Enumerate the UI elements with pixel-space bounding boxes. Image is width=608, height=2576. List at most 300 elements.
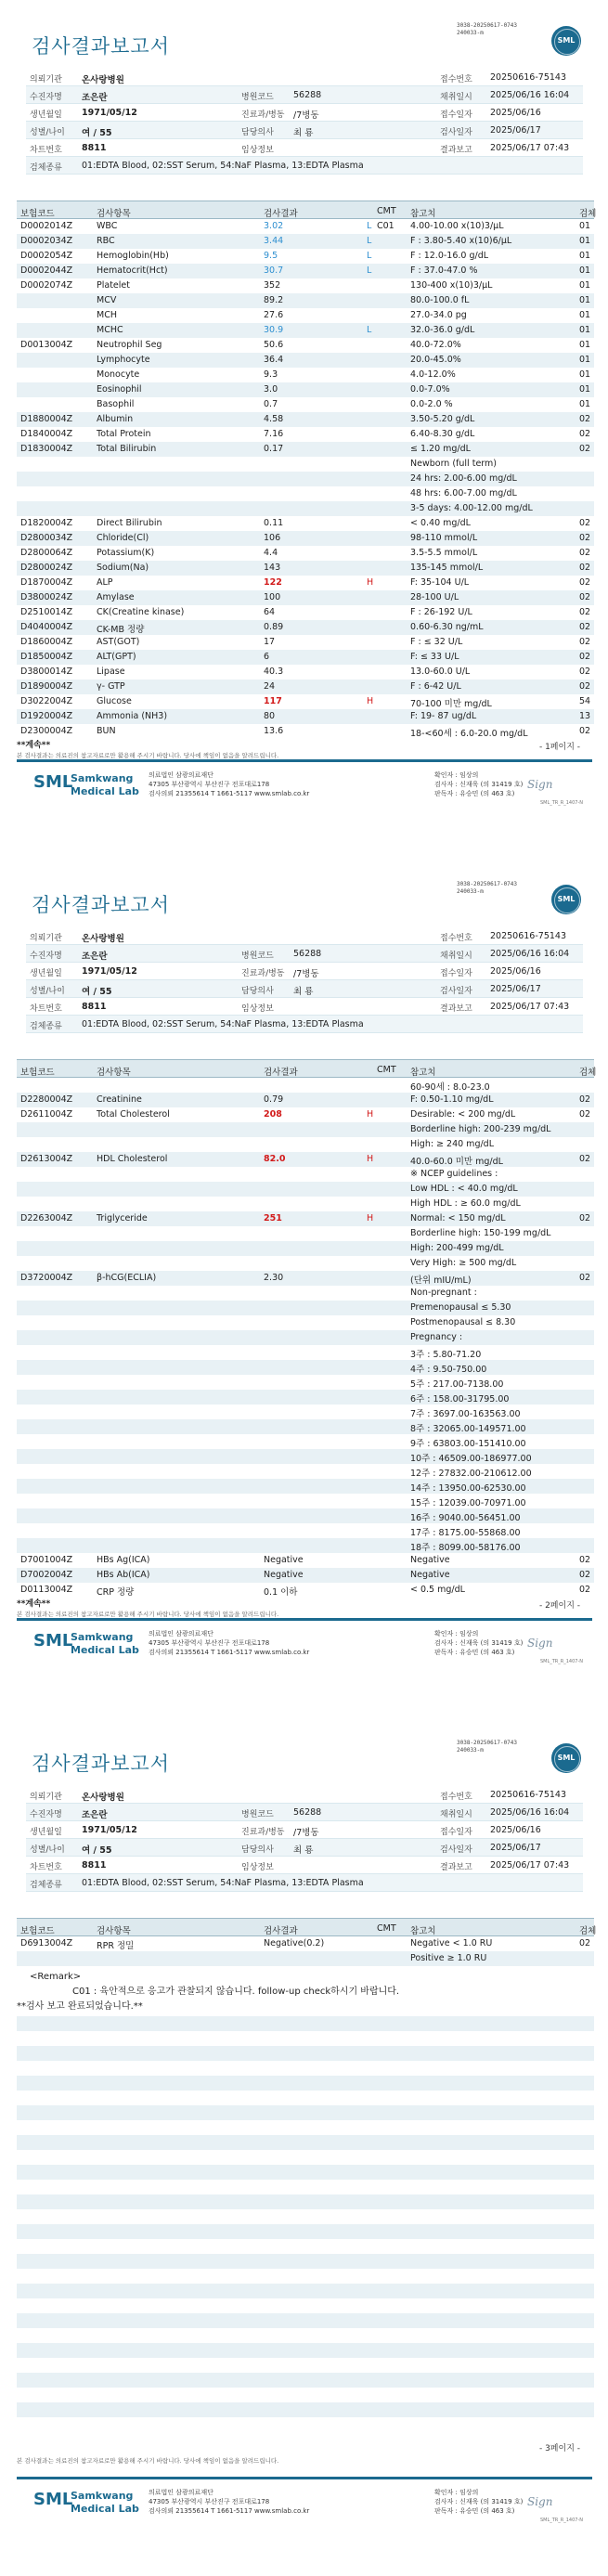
reference-range: 3-5 days: 4.00-12.00 mg/dL: [410, 503, 533, 513]
results-table: [17, 1059, 597, 1598]
test-code: D4040004Z: [20, 622, 73, 632]
footer-signers: [434, 2488, 523, 2516]
collected: 2025/06/16 16:04: [490, 1807, 570, 1818]
info-row: [26, 69, 583, 86]
blank-row: [17, 2120, 594, 2135]
reference-range: 60-90세 : 8.0-23.0: [410, 1082, 490, 1093]
dob: 1971/05/12: [82, 108, 137, 118]
test-result: Negative(0.2): [264, 1938, 325, 1948]
header-cmt: CMT: [377, 1923, 396, 1934]
table-row: [17, 427, 594, 442]
test-name: Glucose: [97, 696, 132, 706]
reference-range: F: 0.50-1.10 mg/dL: [410, 1094, 494, 1105]
test-result: 0.1 이하: [264, 1587, 298, 1598]
label: 수진자명: [30, 951, 62, 961]
signer-line: 확인자 : 임상의: [434, 1630, 479, 1638]
footer-address: [149, 1629, 309, 1657]
specimen-code: 01: [579, 251, 591, 261]
result-flag: H: [367, 1109, 374, 1120]
reference-range: 0.0-7.0%: [410, 384, 450, 395]
label: 수진자명: [30, 93, 62, 102]
test-result: 80: [264, 711, 276, 721]
test-result: 6: [264, 652, 270, 662]
footnote: [17, 738, 592, 759]
test-code: D0013004Z: [20, 340, 73, 350]
test-name: Direct Bilirubin: [97, 518, 162, 528]
form-id: SML_TR_R_1407-N: [539, 1659, 583, 1664]
blank-row: [17, 2313, 594, 2328]
test-code: D3800014Z: [20, 667, 73, 677]
label: 진료과/병동: [241, 110, 285, 120]
specimen-code: 54: [579, 696, 591, 706]
reference-range: 0.60-6.30 ng/mL: [410, 622, 484, 632]
reference-range: 9주 : 63803.00-151410.00: [410, 1439, 526, 1449]
specimen-code: 01: [579, 310, 591, 320]
test-code: D2800064Z: [20, 548, 73, 558]
address-line: 47305 부산광역시 부산진구 전포대로178: [149, 2498, 270, 2505]
test-code: D2300004Z: [20, 726, 73, 736]
specimen-code: 02: [579, 1938, 591, 1948]
specimen-code: 01: [579, 265, 591, 276]
sex-age: 여 / 55: [82, 128, 112, 138]
reference-range: Negative < 1.0 RU: [410, 1938, 493, 1948]
reference-range: Newborn (full term): [410, 459, 497, 469]
remark-line: **검사 보고 완료되었습니다.**: [17, 2001, 143, 2012]
test-code: D6913004Z: [20, 1938, 73, 1948]
info-row: [26, 1839, 583, 1857]
label: 접수번호: [440, 75, 472, 84]
table-row: [17, 1494, 594, 1508]
test-code: D1820004Z: [20, 518, 73, 528]
test-result: 122: [264, 577, 282, 588]
table-row: [17, 1553, 594, 1568]
footer-logo: [33, 770, 163, 806]
specimen-code: 02: [579, 1273, 591, 1283]
label: 병원코드: [241, 951, 274, 961]
signer-line: 확인자 : 임상의: [434, 771, 479, 779]
specimen: 01:EDTA Blood, 02:SST Serum, 54:NaF Plasma, 13:EDTA Plasma: [82, 161, 364, 171]
reference-range: High HDL : ≥ 60.0 mg/dL: [410, 1198, 521, 1209]
test-name: Total Protein: [97, 429, 151, 439]
test-name: ALP: [97, 577, 113, 588]
test-result: 64: [264, 607, 276, 617]
blank-row: [17, 2417, 594, 2432]
disclaimer: 본 검사결과는 의료진의 참고자료로만 활용해 주시기 바랍니다. 당사에 책임이 없음을 알려드립니다.: [17, 2457, 279, 2465]
specimen: 01:EDTA Blood, 02:SST Serum, 54:NaF Plasma, 13:EDTA Plasma: [82, 1019, 364, 1029]
test-result: 9.5: [264, 251, 278, 261]
table-row: [17, 1936, 594, 1951]
test-name: Potassium(K): [97, 548, 155, 558]
test-code: D0002014Z: [20, 221, 73, 231]
table-body: [17, 1936, 594, 1966]
footnote: [17, 2455, 592, 2465]
specimen-code: 01: [579, 384, 591, 395]
footer-address: [149, 2488, 309, 2516]
sml-logo: SML: [551, 1743, 581, 1773]
reference-range: F: 35-104 U/L: [410, 577, 470, 588]
specimen-code: 02: [579, 652, 591, 662]
test-code: D3022004Z: [20, 696, 73, 706]
sex-age: 여 / 55: [82, 987, 112, 997]
test-name: CK(Creatine kinase): [97, 607, 185, 617]
test-result: 89.2: [264, 295, 284, 305]
table-row: [17, 1197, 594, 1211]
info-row: [26, 1786, 583, 1804]
header-code: 보험코드: [20, 1068, 55, 1078]
table-row: [17, 531, 594, 546]
table-row: [17, 1538, 594, 1553]
report-title: 검사결과보고서: [32, 1753, 171, 1775]
specimen-code: 02: [579, 533, 591, 543]
table-row: [17, 576, 594, 590]
table-row: [17, 1315, 594, 1330]
label: 채취일시: [440, 93, 472, 102]
blank-row: [17, 2209, 594, 2224]
specimen-code: 01: [579, 221, 591, 231]
blank-row: [17, 2031, 594, 2046]
specimen-code: 02: [579, 592, 591, 602]
test-result: 82.0: [264, 1154, 286, 1164]
reference-range: 28-100 U/L: [410, 592, 459, 602]
reference-range: 20.0-45.0%: [410, 355, 461, 365]
label: 의뢰기관: [30, 75, 62, 84]
test-result: 24: [264, 681, 276, 692]
specimen-code: 02: [579, 1585, 591, 1595]
footer: [26, 1624, 583, 1668]
table-row: [17, 620, 594, 635]
test-name: Eosinophil: [97, 384, 142, 395]
label: 차트번호: [30, 146, 62, 155]
test-name: Monocyte: [97, 369, 140, 380]
reference-range: 3.50-5.20 g/dL: [410, 414, 475, 424]
test-result: 117: [264, 696, 282, 706]
reference-range: (단위 mIU/mL): [410, 1275, 472, 1286]
test-result: 0.7: [264, 399, 278, 409]
test-result: 208: [264, 1109, 282, 1120]
signer-line: 판독자 : 유승민 (의 463 호): [434, 2507, 515, 2515]
examinee: 조은란: [82, 951, 108, 962]
result-flag: L: [367, 236, 372, 246]
reference-range: Borderline high: 200-239 mg/dL: [410, 1124, 551, 1134]
address-line: 의료법인 삼광의료재단: [149, 771, 213, 779]
footnote: [17, 1597, 592, 1618]
report-page-1: [0, 0, 608, 859]
address-line: 검사의뢰 21355614 T 1661-5117 www.smlab.co.kr: [149, 2507, 310, 2515]
reference-range: F : 26-192 U/L: [410, 607, 472, 617]
table-row: [17, 546, 594, 561]
dept: /7병동: [293, 110, 319, 121]
specimen-code: 01: [579, 295, 591, 305]
test-code: D1860004Z: [20, 637, 73, 647]
header-name: 검사항목: [97, 209, 131, 219]
page-number: - 2페이지 -: [538, 1601, 580, 1611]
test-code: D0002034Z: [20, 236, 73, 246]
reference-range: 17주 : 8175.00-55868.00: [410, 1528, 521, 1538]
remark-line: C01 : 육안적으로 응고가 관찰되지 않습니다. follow-up check하시기 바랍니다.: [72, 1987, 400, 1997]
label: 성별/나이: [30, 1845, 65, 1855]
test-result: 40.3: [264, 667, 284, 677]
info-row: [26, 86, 583, 104]
reference-range: < 0.5 mg/dL: [410, 1585, 465, 1595]
dob: 1971/05/12: [82, 966, 137, 977]
label: 채취일시: [440, 951, 472, 961]
continue-note: **계속**: [17, 1599, 51, 1609]
table-row: [17, 1078, 594, 1093]
footer-brand: Samkwang: [71, 2490, 134, 2502]
result-flag: H: [367, 1154, 374, 1164]
test-result: 3.44: [264, 236, 284, 246]
patient-info: [26, 1786, 583, 1892]
test-result: 27.6: [264, 310, 284, 320]
address-line: 47305 부산광역시 부산진구 전포대로178: [149, 781, 270, 788]
comment-code: C01: [377, 221, 395, 231]
reference-range: 7주 : 3697.00-163563.00: [410, 1409, 521, 1419]
result-flag: L: [367, 221, 372, 231]
test-name: Amylase: [97, 592, 135, 602]
table-row: [17, 501, 594, 516]
specimen-code: 02: [579, 548, 591, 558]
table-row: [17, 1464, 594, 1479]
page-number: - 1페이지 -: [538, 743, 580, 752]
collected: 2025/06/16 16:04: [490, 90, 570, 100]
table-row: [17, 1951, 594, 1966]
patient-info: [26, 69, 583, 175]
reference-range: 135-145 mmol/L: [410, 563, 484, 573]
test-result: 3.0: [264, 384, 278, 395]
divider: [17, 2477, 592, 2479]
chart-no: 8811: [82, 1002, 107, 1012]
reference-range: 4.0-12.0%: [410, 369, 456, 380]
sml-logo: SML: [551, 26, 581, 56]
reference-range: 16주 : 9040.00-56451.00: [410, 1513, 521, 1523]
test-result: 143: [264, 563, 281, 573]
label: 검체종류: [30, 1022, 62, 1031]
reference-range: High: ≥ 240 mg/dL: [410, 1139, 494, 1149]
table-row: [17, 709, 594, 724]
table-row: [17, 338, 594, 353]
test-code: D2510014Z: [20, 607, 73, 617]
test-code: D1880004Z: [20, 414, 73, 424]
received: 2025/06/16: [490, 108, 541, 118]
test-code: D2613004Z: [20, 1154, 73, 1164]
blank-row: [17, 2076, 594, 2091]
footer: [26, 2482, 583, 2527]
test-code: D0113004Z: [20, 1585, 73, 1595]
test-code: D1870004Z: [20, 577, 73, 588]
info-row: [26, 1804, 583, 1821]
table-row: [17, 1182, 594, 1197]
dept: /7병동: [293, 969, 319, 979]
test-code: D1850004Z: [20, 652, 73, 662]
table-row: [17, 486, 594, 501]
address-line: 47305 부산광역시 부산진구 전포대로178: [149, 1639, 270, 1647]
footer-logo: [33, 1629, 163, 1664]
label: 수진자명: [30, 1810, 62, 1819]
table-row: [17, 234, 594, 249]
reference-range: Pregnancy :: [410, 1332, 463, 1342]
specimen-code: 02: [579, 681, 591, 692]
remark-title: <Remark>: [30, 1972, 82, 1982]
reference-range: Low HDL : < 40.0 mg/dL: [410, 1184, 518, 1194]
specimen-code: 02: [579, 1213, 591, 1223]
test-code: D2800024Z: [20, 563, 73, 573]
report-page-2: [0, 859, 608, 1717]
reference-range: 3주 : 5.80-71.20: [410, 1350, 482, 1360]
address-line: 검사의뢰 21355614 T 1661-5117 www.smlab.co.kr: [149, 1649, 310, 1656]
test-name: Sodium(Na): [97, 563, 149, 573]
test-result: 50.6: [264, 340, 284, 350]
results-table: [17, 201, 597, 739]
header-name: 검사항목: [97, 1068, 131, 1078]
label: 접수일자: [440, 969, 472, 978]
table-row: [17, 1434, 594, 1449]
dept: /7병동: [293, 1828, 319, 1838]
header-spec: 검체: [579, 1926, 597, 1936]
specimen-code: 02: [579, 414, 591, 424]
table-row: [17, 1241, 594, 1256]
table-row: [17, 1390, 594, 1405]
test-name: BUN: [97, 726, 116, 736]
reference-range: 32.0-36.0 g/dL: [410, 325, 475, 335]
reference-range: 27.0-34.0 pg: [410, 310, 467, 320]
table-row: [17, 1508, 594, 1523]
reference-range: Borderline high: 150-199 mg/dL: [410, 1228, 551, 1238]
table-row: [17, 1286, 594, 1301]
doctor: 최 룡: [293, 987, 314, 997]
blank-row: [17, 2091, 594, 2105]
received: 2025/06/16: [490, 1825, 541, 1835]
test-name: Lymphocyte: [97, 355, 150, 365]
test-code: D2263004Z: [20, 1213, 73, 1223]
test-name: MCH: [97, 310, 117, 320]
examinee: 조은란: [82, 93, 108, 103]
reference-range: 98-110 mmol/L: [410, 533, 478, 543]
table-row: [17, 1152, 594, 1167]
report-title: 검사결과보고서: [32, 35, 171, 58]
test-result: Negative: [264, 1570, 304, 1580]
examinee: 조은란: [82, 1810, 108, 1820]
footer-signers: [434, 1629, 523, 1657]
reference-range: F : 3.80-5.40 x(10)6/μL: [410, 236, 512, 246]
barcode-line: 240033-m: [457, 1747, 484, 1754]
footer-brand: Samkwang: [71, 1631, 134, 1643]
reference-range: < 0.40 mg/dL: [410, 518, 471, 528]
divider: [17, 759, 592, 762]
institution: 온사랑병원: [82, 75, 124, 85]
blank-row: [17, 2061, 594, 2076]
specimen-code: 02: [579, 518, 591, 528]
test-name: Ammonia (NH3): [97, 711, 168, 721]
table-row: [17, 308, 594, 323]
reference-range: 13.0-60.0 U/L: [410, 667, 471, 677]
header-code: 보험코드: [20, 209, 55, 219]
info-row: [26, 157, 583, 175]
specimen-code: 02: [579, 1094, 591, 1105]
info-row: [26, 1016, 583, 1033]
label: 생년월일: [30, 110, 62, 120]
label: 진료과/병동: [241, 1828, 285, 1837]
table-row: [17, 249, 594, 264]
test-code: D2280004Z: [20, 1094, 73, 1105]
patient-info: [26, 927, 583, 1033]
sml-logo: SML: [551, 885, 581, 914]
specimen-code: 02: [579, 607, 591, 617]
table-row: [17, 590, 594, 605]
table-row: [17, 1301, 594, 1315]
specimen-code: 02: [579, 444, 591, 454]
result-flag: L: [367, 265, 372, 276]
reference-range: 0.0-2.0 %: [410, 399, 453, 409]
table-row: [17, 1137, 594, 1152]
test-name: Hemoglobin(Hb): [97, 251, 169, 261]
blank-row: [17, 2194, 594, 2209]
reported: 2025/06/17 07:43: [490, 143, 570, 153]
barcode-line: 240033-m: [457, 30, 484, 36]
label: 접수번호: [440, 934, 472, 943]
table-row: [17, 382, 594, 397]
test-code: D2611004Z: [20, 1109, 73, 1120]
test-code: D1890004Z: [20, 681, 73, 692]
reference-range: Negative: [410, 1570, 450, 1580]
specimen-code: 13: [579, 711, 591, 721]
barcode-line: 3038-20250617-0743: [457, 22, 518, 29]
label: 성별/나이: [30, 128, 65, 137]
test-name: WBC: [97, 221, 118, 231]
reference-range: Normal: < 150 mg/dL: [410, 1213, 506, 1223]
barcode-text: [457, 22, 517, 37]
header-cmt: CMT: [377, 1065, 396, 1075]
institution: 온사랑병원: [82, 934, 124, 944]
specimen-code: 02: [579, 429, 591, 439]
reference-range: 15주 : 12039.00-70971.00: [410, 1498, 526, 1508]
test-code: D1920004Z: [20, 711, 73, 721]
blank-row: [17, 2373, 594, 2388]
reference-range: F : 37.0-47.0 %: [410, 265, 478, 276]
test-name: Hematocrit(Hct): [97, 265, 168, 276]
test-result: 100: [264, 592, 281, 602]
specimen-code: 02: [579, 1555, 591, 1565]
result-flag: L: [367, 325, 372, 335]
test-code: D0002074Z: [20, 280, 73, 291]
footer-logo: [33, 2488, 163, 2523]
label: 병원코드: [241, 1810, 274, 1819]
table-row: [17, 516, 594, 531]
test-result: 9.3: [264, 369, 278, 380]
reference-range: 48 hrs: 6.00-7.00 mg/dL: [410, 488, 517, 498]
table-row: [17, 1211, 594, 1226]
ward: 56288: [293, 949, 322, 959]
label: 임상정보: [241, 1863, 274, 1872]
reference-range: 6.40-8.30 g/dL: [410, 429, 475, 439]
ward: 56288: [293, 1807, 322, 1818]
label: 결과보고: [440, 146, 472, 155]
test-code: D3800024Z: [20, 592, 73, 602]
table-row: [17, 650, 594, 665]
barcode-line: 3038-20250617-0743: [457, 1740, 518, 1746]
reference-range: F: ≤ 33 U/L: [410, 652, 459, 662]
specimen-code: 01: [579, 399, 591, 409]
blank-row: [17, 2358, 594, 2373]
table-row: [17, 472, 594, 486]
barcode-line: 3038-20250617-0743: [457, 881, 518, 887]
label: 생년월일: [30, 1828, 62, 1837]
disclaimer: 본 검사결과는 의료진의 참고자료로만 활용해 주시기 바랍니다. 당사에 책임이 없음을 알려드립니다.: [17, 752, 279, 759]
doctor: 최 룡: [293, 128, 314, 138]
reference-range: Negative: [410, 1555, 450, 1565]
table-row: [17, 680, 594, 694]
specimen-code: 02: [579, 637, 591, 647]
blank-row: [17, 2388, 594, 2402]
